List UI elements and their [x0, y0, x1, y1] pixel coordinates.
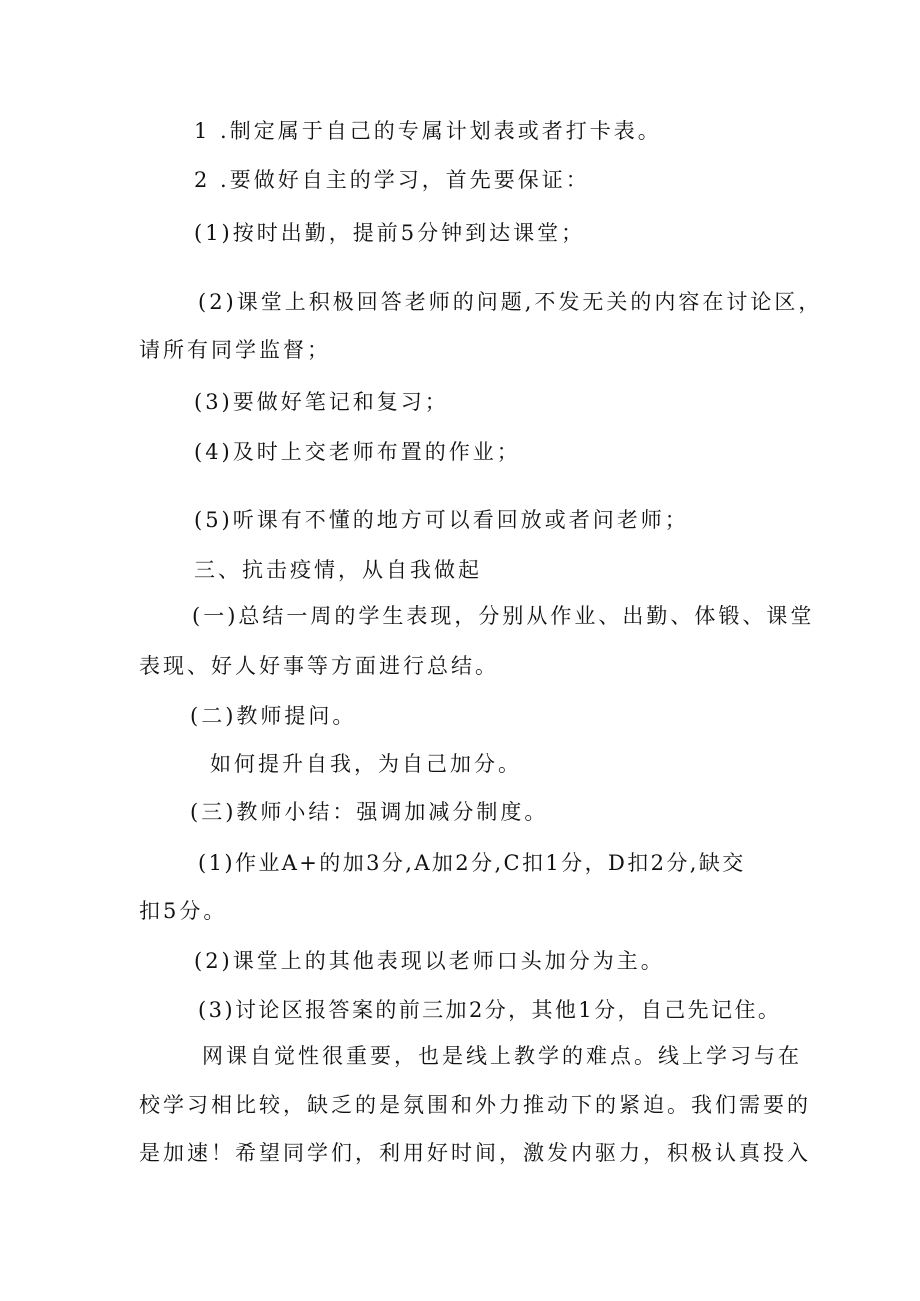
text-line-11: 表现、好人好事等方面进行总结。	[139, 654, 499, 678]
text-line-14: (三)教师小结：强调加减分制度。	[190, 800, 549, 824]
text-line-8: (5)听课有不懂的地方可以看回放或者问老师；	[194, 508, 689, 532]
text-line-17: (2)课堂上的其他表现以老师口头加分为主。	[194, 949, 665, 973]
text-line-10: (一)总结一周的学生表现，分别从作业、出勤、体锻、课堂	[192, 604, 815, 628]
text-line-21: 是加速！希望同学们，利用好时间，激发内驱力，积极认真投入	[139, 1141, 811, 1165]
text-line-4: (2)课堂上积极回答老师的问题,不发无关的内容在讨论区，	[198, 290, 823, 314]
text-line-6: (3)要做好笔记和复习；	[194, 390, 449, 414]
text-line-2: 2 .要做好自主的学习，首先要保证：	[194, 168, 590, 192]
text-line-1: 1 .制定属于自己的专属计划表或者打卡表。	[194, 119, 662, 143]
text-line-16: 扣5分。	[139, 899, 228, 923]
text-line-18: (3)讨论区报答案的前三加2分，其他1分，自己先记住。	[198, 998, 782, 1022]
text-line-7: (4)及时上交老师布置的作业；	[194, 440, 521, 464]
text-line-5: 请所有同学监督；	[139, 338, 331, 362]
text-line-15: (1)作业A+的加3分,A加2分,C扣1分，D扣2分,缺交	[198, 851, 746, 875]
text-line-12: (二)教师提问。	[190, 704, 357, 728]
text-line-13: 如何提升自我，为自己加分。	[210, 752, 522, 776]
text-line-3: (1)按时出勤，提前5分钟到达课堂；	[194, 221, 586, 245]
text-line-20: 校学习相比较，缺乏的是氛围和外力推动下的紧迫。我们需要的	[139, 1093, 811, 1117]
text-line-19: 网课自觉性很重要，也是线上教学的难点。线上学习与在	[202, 1044, 802, 1068]
section-heading: 三、抗击疫情，从自我做起	[194, 558, 482, 582]
